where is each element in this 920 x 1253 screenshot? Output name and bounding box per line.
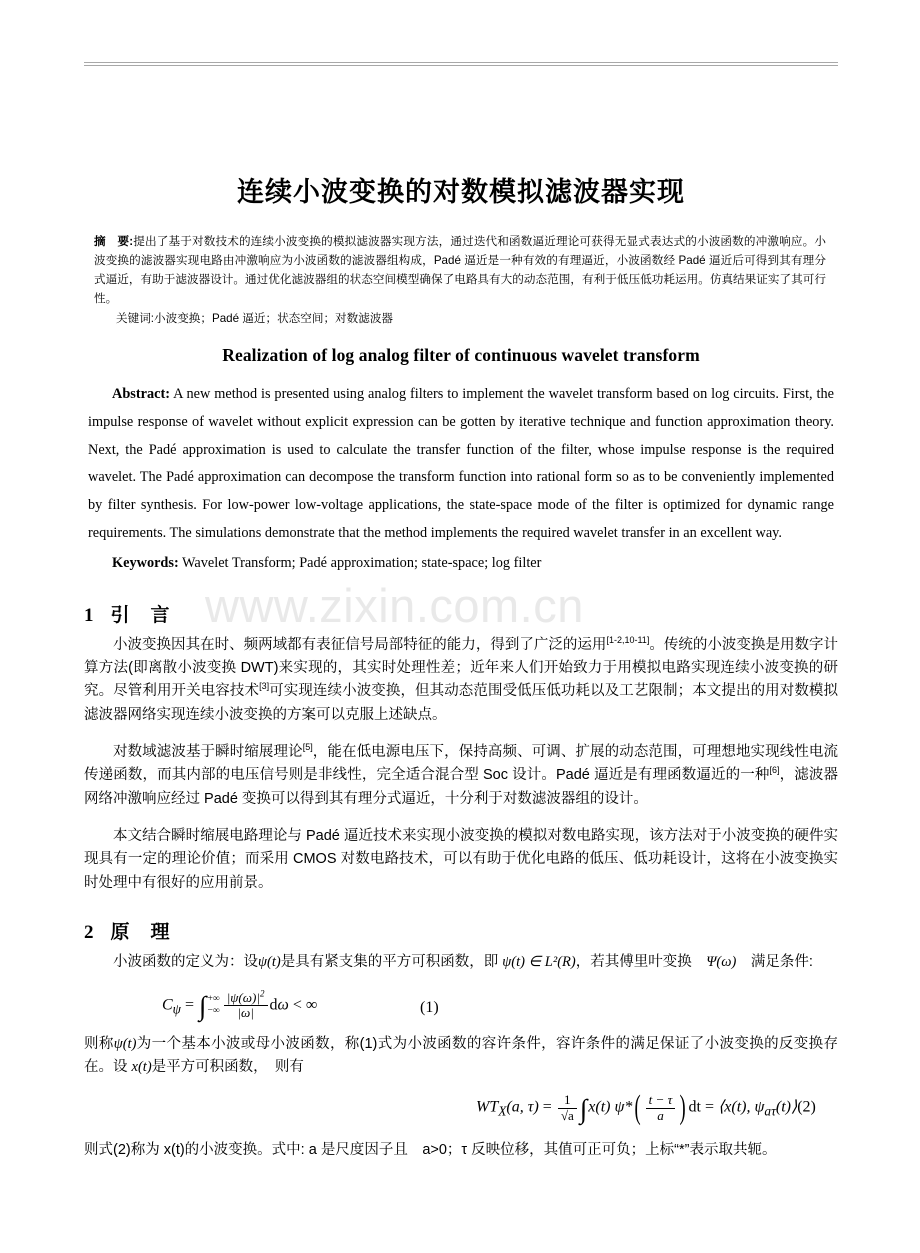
principle-intro-mid2: ，若其傅里叶变换 xyxy=(575,953,692,970)
paragraph-after-eq1 xyxy=(84,1033,838,1079)
eq1-differential-var: ω xyxy=(277,995,289,1013)
math-psi-in-L2: ψ(t) ∈ L²(R) xyxy=(502,953,576,970)
eq1-fraction xyxy=(224,988,268,1020)
after-eq1-b: 为一个基本小波或母小波函数，称(1)式为小波函数的容许条件，容许条件的满足保证了小波变换的反变换存在。设 xyxy=(84,1035,838,1075)
citation-ref-6: [6] xyxy=(769,765,780,776)
keywords-en-value: Wavelet Transform; Padé approximation; state-space; log filter xyxy=(182,555,542,572)
p11-t2: 可实现连续小波变换，但其动态范围受低压低功耗以及工艺限制；本文提出的用对数模拟滤波器网络实现连续小波变换的方案可以克服上述缺点。 xyxy=(84,683,839,723)
paragraph-1-3 xyxy=(84,825,838,895)
eq2-frac-den: √a xyxy=(560,1107,574,1123)
paragraph-1-1 xyxy=(84,634,838,727)
eq2-inner-fraction xyxy=(646,1093,676,1122)
eq1-numerator: |ψ(ω)| xyxy=(226,989,261,1005)
equation-2 xyxy=(476,1088,816,1126)
keywords-cn xyxy=(84,310,838,329)
eq1-lower-limit: −∞ xyxy=(207,1005,220,1017)
integral-sign-2: ∫ xyxy=(579,1093,588,1124)
after-eq1-c: 是平方可积函数， 则有 xyxy=(151,1058,304,1075)
eq2-bracket-sub: aτ xyxy=(764,1103,776,1119)
section-heading-1 xyxy=(84,600,838,627)
math-psi-t-2: ψ(t) xyxy=(113,1035,137,1052)
keywords-cn-value: 小波变换；Padé 逼近；状态空间；对数滤波器 xyxy=(154,311,394,325)
eq1-lhs-sub: ψ xyxy=(172,1001,181,1017)
equation-1-number: (1) xyxy=(420,998,439,1016)
citation-ref-1: [1-2,10-11] xyxy=(606,635,650,646)
principle-intro-after: 满足条件: xyxy=(750,953,813,970)
eq2-inner-num: t − τ xyxy=(646,1093,676,1108)
eq2-inner-den: a xyxy=(657,1107,664,1123)
eq1-denominator: |ω| xyxy=(237,1004,254,1020)
abstract-cn-body: 提出了基于对数技术的连续小波变换的模拟滤波器实现方法，通过迭代和函数逼近理论可获得无显式表达式的小波函数的冲激响应。小波变换的滤波器实现电路由冲激响应为小波函数的滤波器组构成，Padé 逼近是一种有效的有理逼近，小波函数经 Padé 逼近后可得到其有理分式逼近，有助于滤波器设计。通过优化滤波器组的状态空间模型确保了电路具有大的动态范围，有利于低压低功耗运用。仿真结果证实了其可行性。 xyxy=(94,235,826,305)
eq1-upper-limit: +∞ xyxy=(207,993,220,1005)
section-1-number: 1 xyxy=(84,604,95,626)
eq1-equals: = xyxy=(184,995,194,1013)
watermark: www.zixin.com.cn xyxy=(205,579,584,632)
abstract-en-body: A new method is presented using analog filters to implement the wavelet transform based on log circuits. First, the impulse response of wavelet without explicit expression can be gotten by iterative technique and function approximation theory. Next, the Padé approximation is used to calculate the transfer function of the filter, whose impulse response is the required wavelet. The Padé approximation can decompose the transform function into rational form so as to be conveniently implemented by filter synthesis. For low-power low-voltage applications, the state-space mode of the filter is optimized for dynamic range requirements. The simulations demonstrate that the method implements the required wavelet transfer in an excellent way. xyxy=(88,385,834,542)
p12-t2: ，滤波器网络冲激响应经过 Padé 变换可以得到其有理分式逼近，十分利于对数滤波器组的设计。 xyxy=(84,767,839,807)
keywords-en-label: Keywords: xyxy=(112,555,179,572)
eq2-bracket-open: ⟨x(t), ψ xyxy=(718,1098,765,1116)
paragraph-1-2 xyxy=(84,741,838,811)
abstract-en xyxy=(84,381,838,548)
math-Psi-omega: Ψ(ω) xyxy=(706,953,737,970)
eq1-numerator-wrap xyxy=(224,988,268,1006)
equation-1 xyxy=(162,988,318,1021)
principle-intro-mid1: 是具有紧支集的平方可积函数，即 xyxy=(280,953,499,970)
section-heading-2 xyxy=(84,917,838,944)
eq2-equals: = xyxy=(542,1098,552,1116)
eq2-lhs-sub: X xyxy=(498,1103,507,1119)
p12-t0: 对数域滤波基于瞬时缩展理论 xyxy=(113,744,303,761)
eq2-prefactor xyxy=(558,1093,577,1122)
keywords-cn-label: 关键词: xyxy=(116,311,155,325)
eq2-differential: dt xyxy=(688,1098,701,1116)
eq2-right-paren: ) xyxy=(679,1088,687,1126)
p13-t0: 本文结合瞬时缩展电路理论与 Padé 逼近技术来实现小波变换的模拟对数电路实现，该方法对于小波变换的硬件实现具有一定的理论价值；而采用 CMOS 对数电路技术，可以有助于优化电路的低压、低功耗设计，这将在小波变换实时处理中有很好的应用前景。 xyxy=(84,828,838,891)
section-2-number: 2 xyxy=(84,921,95,943)
eq2-args: (a, τ) xyxy=(506,1098,539,1116)
p11-t1: 。传统的小波变换是用数字计算方法(即离散小波变换 DWT)来实现的，其实时处理性差；近年来人们开始致力于用模拟电路实现连续小波变换的研究。尽管利用开关电容技术 xyxy=(84,636,839,700)
eq2-lhs: WT xyxy=(476,1098,499,1116)
eq1-differential: d xyxy=(269,995,278,1013)
eq2-bracket-close: (t)⟩ xyxy=(775,1098,798,1116)
citation-ref-3: [3] xyxy=(259,681,270,692)
eq2-left-paren: ( xyxy=(634,1088,642,1126)
abstract-cn xyxy=(84,233,838,308)
page-title-en: Realization of log analog filter of continuous wavelet transform xyxy=(222,345,700,366)
integral-sign: ∫ xyxy=(198,990,207,1021)
math-psi-t: ψ(t) xyxy=(258,953,281,970)
p11-t0: 小波变换因其在时、频两域都有表征信号局部特征的能力，得到了广泛的运用 xyxy=(113,636,607,653)
eq2-equals-2: = xyxy=(705,1098,715,1116)
eq1-relation: < ∞ xyxy=(292,995,318,1013)
math-x-t: x(t) xyxy=(131,1058,152,1075)
page-title-cn: 连续小波变换的对数模拟滤波器实现 xyxy=(237,177,685,207)
section-2-title: 原 理 xyxy=(110,921,171,943)
eq1-lhs: C xyxy=(162,995,173,1013)
citation-ref-5: [5] xyxy=(302,742,313,753)
eq2-integrand: x(t) ψ* xyxy=(588,1098,633,1116)
p12-t1: ，能在低电源电压下，保持高频、可调、扩展的动态范围，可理想地实现线性电流传递函数，而其内部的电压信号则是非线性，完全适合混合型 Soc 设计。Padé 逼近是有理函数逼近的一种 xyxy=(84,744,839,784)
principle-intro-before: 小波函数的定义为：设 xyxy=(113,953,258,970)
equation-2-block xyxy=(84,1088,838,1137)
keywords-en xyxy=(84,550,838,578)
eq1-numerator-exponent: 2 xyxy=(260,988,265,999)
equation-1-block xyxy=(84,989,838,1035)
abstract-en-label: Abstract: xyxy=(112,385,170,402)
document-content xyxy=(84,0,838,1177)
abstract-cn-label: 摘 要: xyxy=(94,235,134,249)
after-eq1-a: 则称 xyxy=(84,1035,114,1052)
eq2-frac-num: 1 xyxy=(558,1093,577,1108)
equation-2-number: (2) xyxy=(797,1098,816,1116)
paragraph-after-eq2: 则式(2)称为 x(t)的小波变换。式中: a 是尺度因子且 a>0；τ 反映位移，其值可正可负；上标“*”表示取共轭。 xyxy=(84,1142,777,1159)
eq1-limits xyxy=(207,993,219,1017)
section-1-title: 引 言 xyxy=(110,604,171,626)
paragraph-2-1 xyxy=(84,951,838,974)
